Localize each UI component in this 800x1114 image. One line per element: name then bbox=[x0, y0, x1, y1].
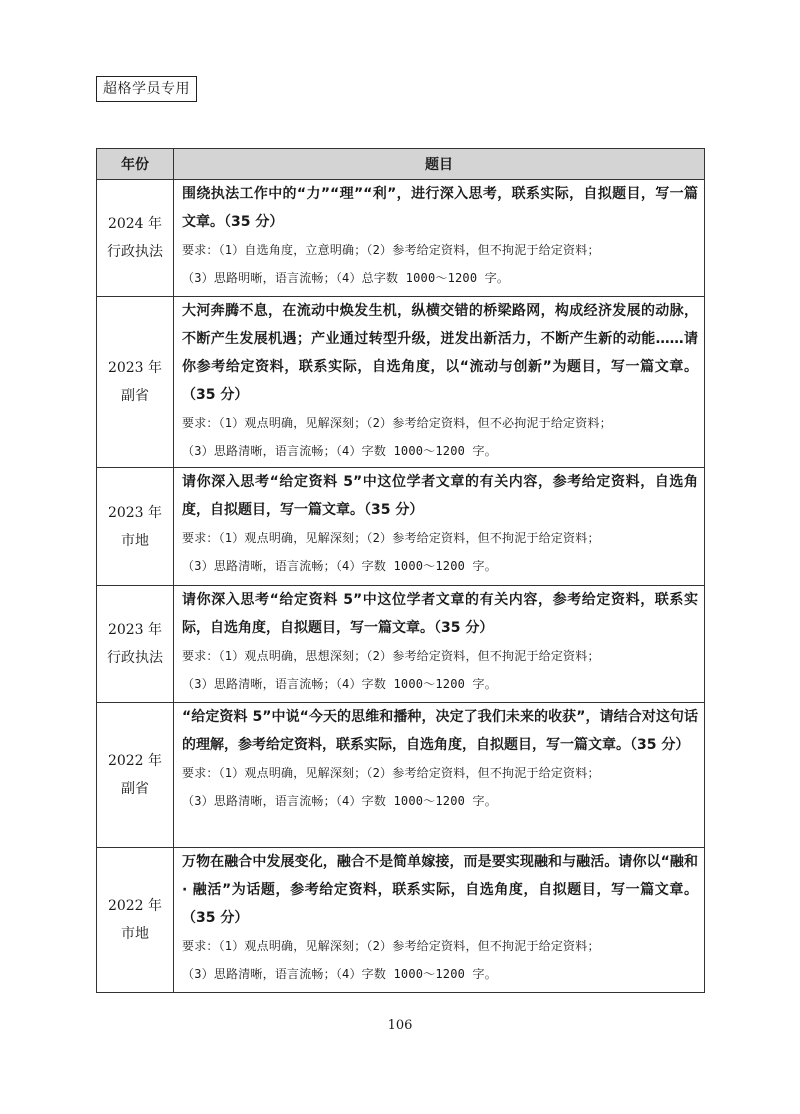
table-row bbox=[97, 180, 705, 297]
requirement-line-1: 要求：（1）观点明确，见解深刻；（2）参考给定资料，但不拘泥于给定资料； bbox=[182, 939, 600, 953]
requirement-line-1: 要求：（1）观点明确，见解深刻；（2）参考给定资料，但不必拘泥于给定资料； bbox=[182, 416, 612, 430]
requirement-line-2: （3）思路明晰，语言流畅；（4）总字数 1000～1200 字。 bbox=[182, 271, 510, 285]
requirement-line-1: 要求：（1）自选角度，立意明确；（2）参考给定资料，但不拘泥于给定资料； bbox=[182, 243, 600, 257]
header-topic: 题目 bbox=[174, 149, 705, 180]
header-year: 年份 bbox=[97, 149, 174, 180]
question-prompt: 请你深入思考“给定资料 5”中这位学者文章的有关内容，参考给定资料，自选角度，自拟题目，写一篇文章。（35 分） bbox=[182, 474, 698, 518]
requirement-line-1: 要求：（1）观点明确，思想深刻；（2）参考给定资料，但不拘泥于给定资料； bbox=[182, 649, 600, 663]
year-cell bbox=[97, 848, 174, 993]
table-header-row bbox=[97, 149, 705, 180]
topic-cell bbox=[174, 703, 705, 848]
region-label: 市地 bbox=[121, 926, 149, 942]
requirement-line-2: （3）思路清晰，语言流畅；（4）字数 1000～1200 字。 bbox=[182, 559, 497, 573]
question-prompt: 万物在融合中发展变化，融合不是简单嫁接，而是要实现融和与融活。请你以“融和 · 融活”为话题，参考给定资料，联系实际，自选角度，自拟题目，写一篇文章。（35 分） bbox=[182, 854, 698, 926]
question-prompt: 请你深入思考“给定资料 5”中这位学者文章的有关内容，参考给定资料，联系实际，自选角度，自拟题目，写一篇文章。（35 分） bbox=[182, 592, 698, 636]
table-row bbox=[97, 468, 705, 586]
topic-cell bbox=[174, 468, 705, 586]
requirement-line-2: （3）思路清晰，语言流畅；（4）字数 1000～1200 字。 bbox=[182, 794, 497, 808]
table-row bbox=[97, 703, 705, 848]
topic-cell bbox=[174, 586, 705, 703]
region-label: 行政执法 bbox=[107, 650, 163, 666]
page-number: 106 bbox=[387, 1018, 413, 1033]
year-cell bbox=[97, 297, 174, 468]
year-label: 2022 年 bbox=[107, 753, 163, 769]
table-row bbox=[97, 848, 705, 993]
requirement-line-2: （3）思路清晰，语言流畅；（4）字数 1000～1200 字。 bbox=[182, 967, 497, 981]
year-cell bbox=[97, 468, 174, 586]
year-cell bbox=[97, 180, 174, 297]
table-row bbox=[97, 297, 705, 468]
year-label: 2023 年 bbox=[107, 622, 163, 638]
member-only-stamp: 超格学员专用 bbox=[96, 76, 197, 102]
year-cell bbox=[97, 703, 174, 848]
year-cell bbox=[97, 586, 174, 703]
table-row bbox=[97, 586, 705, 703]
year-label: 2024 年 bbox=[107, 216, 163, 232]
requirement-line-2: （3）思路清晰，语言流畅；（4）字数 1000～1200 字。 bbox=[182, 677, 497, 691]
question-prompt: “给定资料 5”中说“今天的思维和播种，决定了我们未来的收获”，请结合对这句话的理解，参考给定资料，联系实际，自选角度，自拟题目，写一篇文章。（35 分） bbox=[182, 709, 698, 753]
year-label: 2022 年 bbox=[107, 898, 163, 914]
year-label: 2023 年 bbox=[107, 360, 163, 376]
region-label: 副省 bbox=[121, 781, 149, 797]
year-label: 2023 年 bbox=[107, 504, 163, 521]
topic-cell bbox=[174, 297, 705, 468]
topic-cell bbox=[174, 180, 705, 297]
region-label: 副省 bbox=[121, 388, 149, 404]
requirement-line-2: （3）思路清晰，语言流畅；（4）字数 1000～1200 字。 bbox=[182, 444, 497, 458]
question-prompt: 围绕执法工作中的“力”“理”“利”，进行深入思考，联系实际，自拟题目，写一篇文章。（35 分） bbox=[182, 186, 698, 230]
region-label: 行政执法 bbox=[107, 244, 163, 260]
essay-questions-table bbox=[96, 148, 705, 993]
requirement-line-1: 要求：（1）观点明确，见解深刻；（2）参考给定资料，但不拘泥于给定资料； bbox=[182, 766, 600, 780]
question-prompt: 大河奔腾不息，在流动中焕发生机，纵横交错的桥梁路网，构成经济发展的动脉，不断产生发展机遇；产业通过转型升级，迸发出新活力，不断产生新的动能……请你参考给定资料，联系实际，自选角度，以“流动与创新”为题目，写一篇文章。（35 分） bbox=[182, 303, 698, 403]
region-label: 市地 bbox=[121, 532, 149, 549]
requirement-line-1: 要求：（1）观点明确，见解深刻；（2）参考给定资料，但不拘泥于给定资料； bbox=[182, 531, 600, 545]
topic-cell bbox=[174, 848, 705, 993]
